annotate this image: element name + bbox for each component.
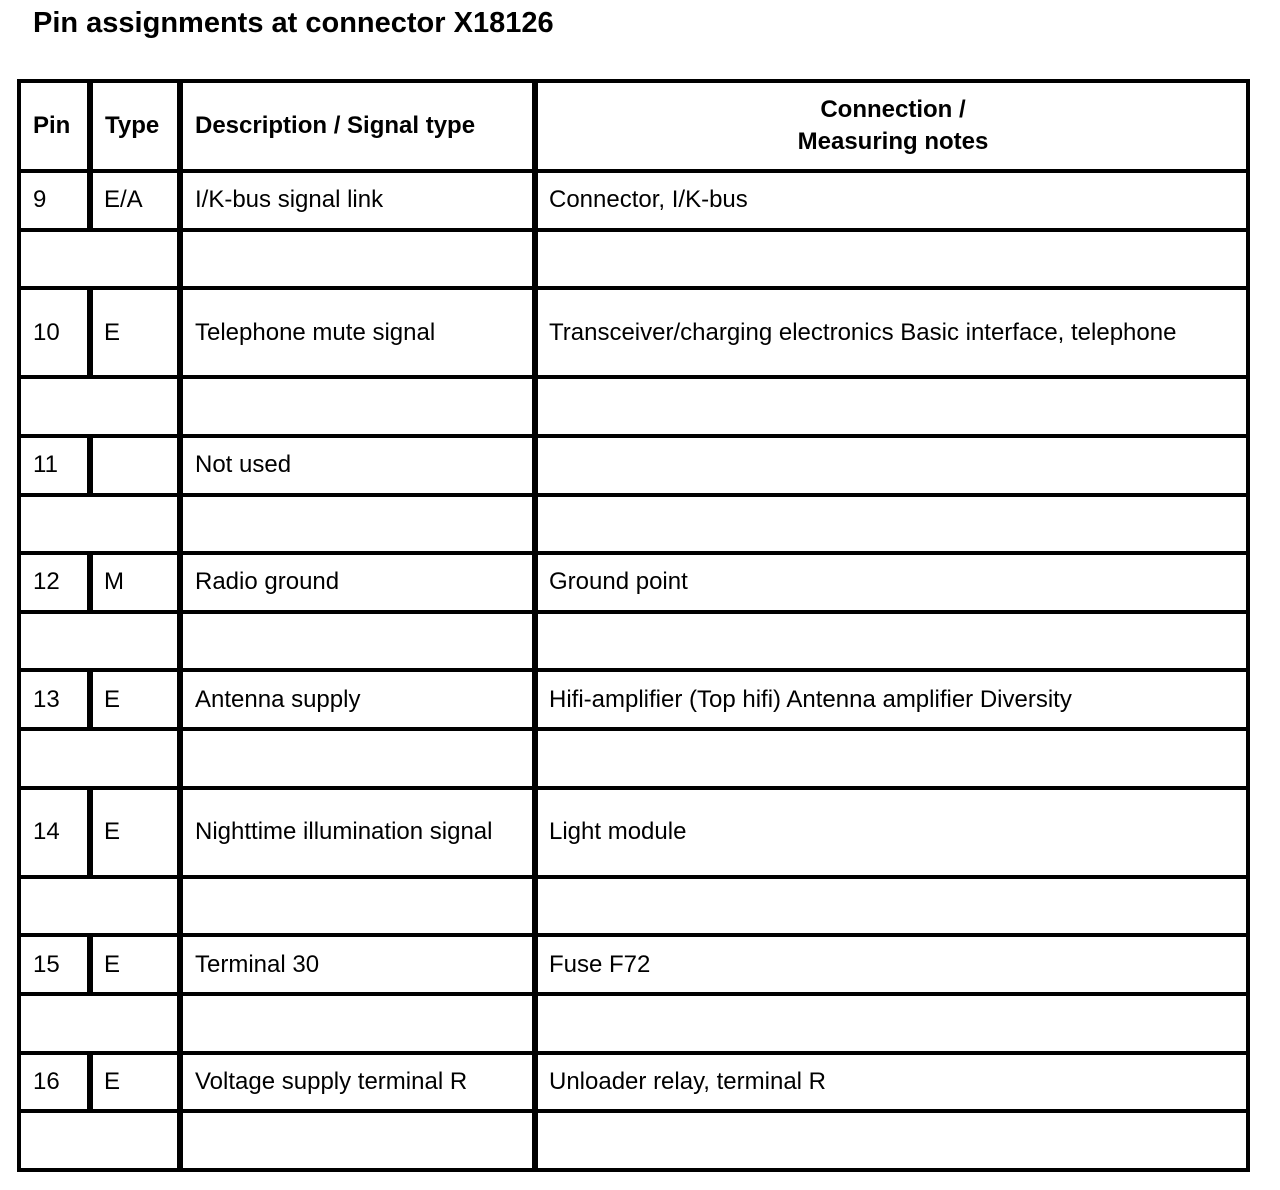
type-cell — [90, 436, 180, 495]
spacer-cell — [19, 729, 180, 788]
notes-cell: Light module — [535, 788, 1248, 877]
spacer-row — [19, 377, 1248, 436]
type-cell: M — [90, 553, 180, 612]
type-cell: E — [90, 288, 180, 377]
notes-cell: Ground point — [535, 553, 1248, 612]
pin-cell: 12 — [19, 553, 90, 612]
spacer-cell — [19, 495, 180, 554]
header-notes-line1: Connection / — [820, 96, 966, 123]
table-row — [19, 788, 1248, 877]
type-cell: E — [90, 788, 180, 877]
spacer-cell — [19, 994, 180, 1053]
spacer-cell — [19, 877, 180, 936]
table-row — [19, 935, 1248, 994]
pin-cell: 13 — [19, 670, 90, 729]
header-type: Type — [90, 81, 180, 171]
pin-cell: 11 — [19, 436, 90, 495]
spacer-cell — [19, 612, 180, 671]
spacer-row — [19, 994, 1248, 1053]
spacer-cell — [180, 729, 535, 788]
spacer-cell — [180, 377, 535, 436]
description-cell: Not used — [180, 436, 535, 495]
table-row — [19, 1053, 1248, 1112]
notes-cell: Unloader relay, terminal R — [535, 1053, 1248, 1112]
table-row — [19, 670, 1248, 729]
spacer-cell — [180, 877, 535, 936]
spacer-cell — [535, 230, 1248, 289]
pin-assignment-table — [17, 79, 1250, 1172]
table-row — [19, 171, 1248, 230]
notes-cell: Connector, I/K-bus — [535, 171, 1248, 230]
spacer-cell — [180, 495, 535, 554]
spacer-cell — [180, 1111, 535, 1170]
notes-cell — [535, 436, 1248, 495]
spacer-cell — [180, 612, 535, 671]
pin-cell: 9 — [19, 171, 90, 230]
spacer-row — [19, 1111, 1248, 1170]
pin-cell: 16 — [19, 1053, 90, 1112]
table-header-row — [19, 81, 1248, 171]
pin-cell: 10 — [19, 288, 90, 377]
spacer-cell — [19, 377, 180, 436]
spacer-cell — [535, 612, 1248, 671]
pin-cell: 15 — [19, 935, 90, 994]
header-pin: Pin — [19, 81, 90, 171]
type-cell: E — [90, 1053, 180, 1112]
notes-cell: Fuse F72 — [535, 935, 1248, 994]
spacer-cell — [180, 994, 535, 1053]
spacer-cell — [180, 230, 535, 289]
spacer-row — [19, 230, 1248, 289]
spacer-cell — [535, 877, 1248, 936]
description-cell: Voltage supply terminal R — [180, 1053, 535, 1112]
spacer-row — [19, 729, 1248, 788]
description-cell: Radio ground — [180, 553, 535, 612]
spacer-cell — [535, 377, 1248, 436]
description-cell: Terminal 30 — [180, 935, 535, 994]
notes-cell: Transceiver/charging electronics Basic interface, telephone — [535, 288, 1248, 377]
description-cell: Antenna supply — [180, 670, 535, 729]
spacer-cell — [19, 230, 180, 289]
type-cell: E — [90, 935, 180, 994]
header-notes — [535, 81, 1248, 171]
page-title: Pin assignments at connector X18126 — [33, 7, 554, 39]
table-row — [19, 436, 1248, 495]
spacer-cell — [535, 994, 1248, 1053]
spacer-cell — [535, 495, 1248, 554]
type-cell: E/A — [90, 171, 180, 230]
spacer-cell — [535, 729, 1248, 788]
header-description: Description / Signal type — [180, 81, 535, 171]
table-row — [19, 553, 1248, 612]
header-notes-line2: Measuring notes — [797, 128, 989, 155]
spacer-row — [19, 877, 1248, 936]
pin-cell: 14 — [19, 788, 90, 877]
description-cell: Telephone mute signal — [180, 288, 535, 377]
spacer-row — [19, 495, 1248, 554]
spacer-cell — [535, 1111, 1248, 1170]
description-cell: Nighttime illumination signal — [180, 788, 535, 877]
description-cell: I/K-bus signal link — [180, 171, 535, 230]
spacer-cell — [19, 1111, 180, 1170]
spacer-row — [19, 612, 1248, 671]
notes-cell: Hifi-amplifier (Top hifi) Antenna amplifier Diversity — [535, 670, 1248, 729]
type-cell: E — [90, 670, 180, 729]
table-row — [19, 288, 1248, 377]
